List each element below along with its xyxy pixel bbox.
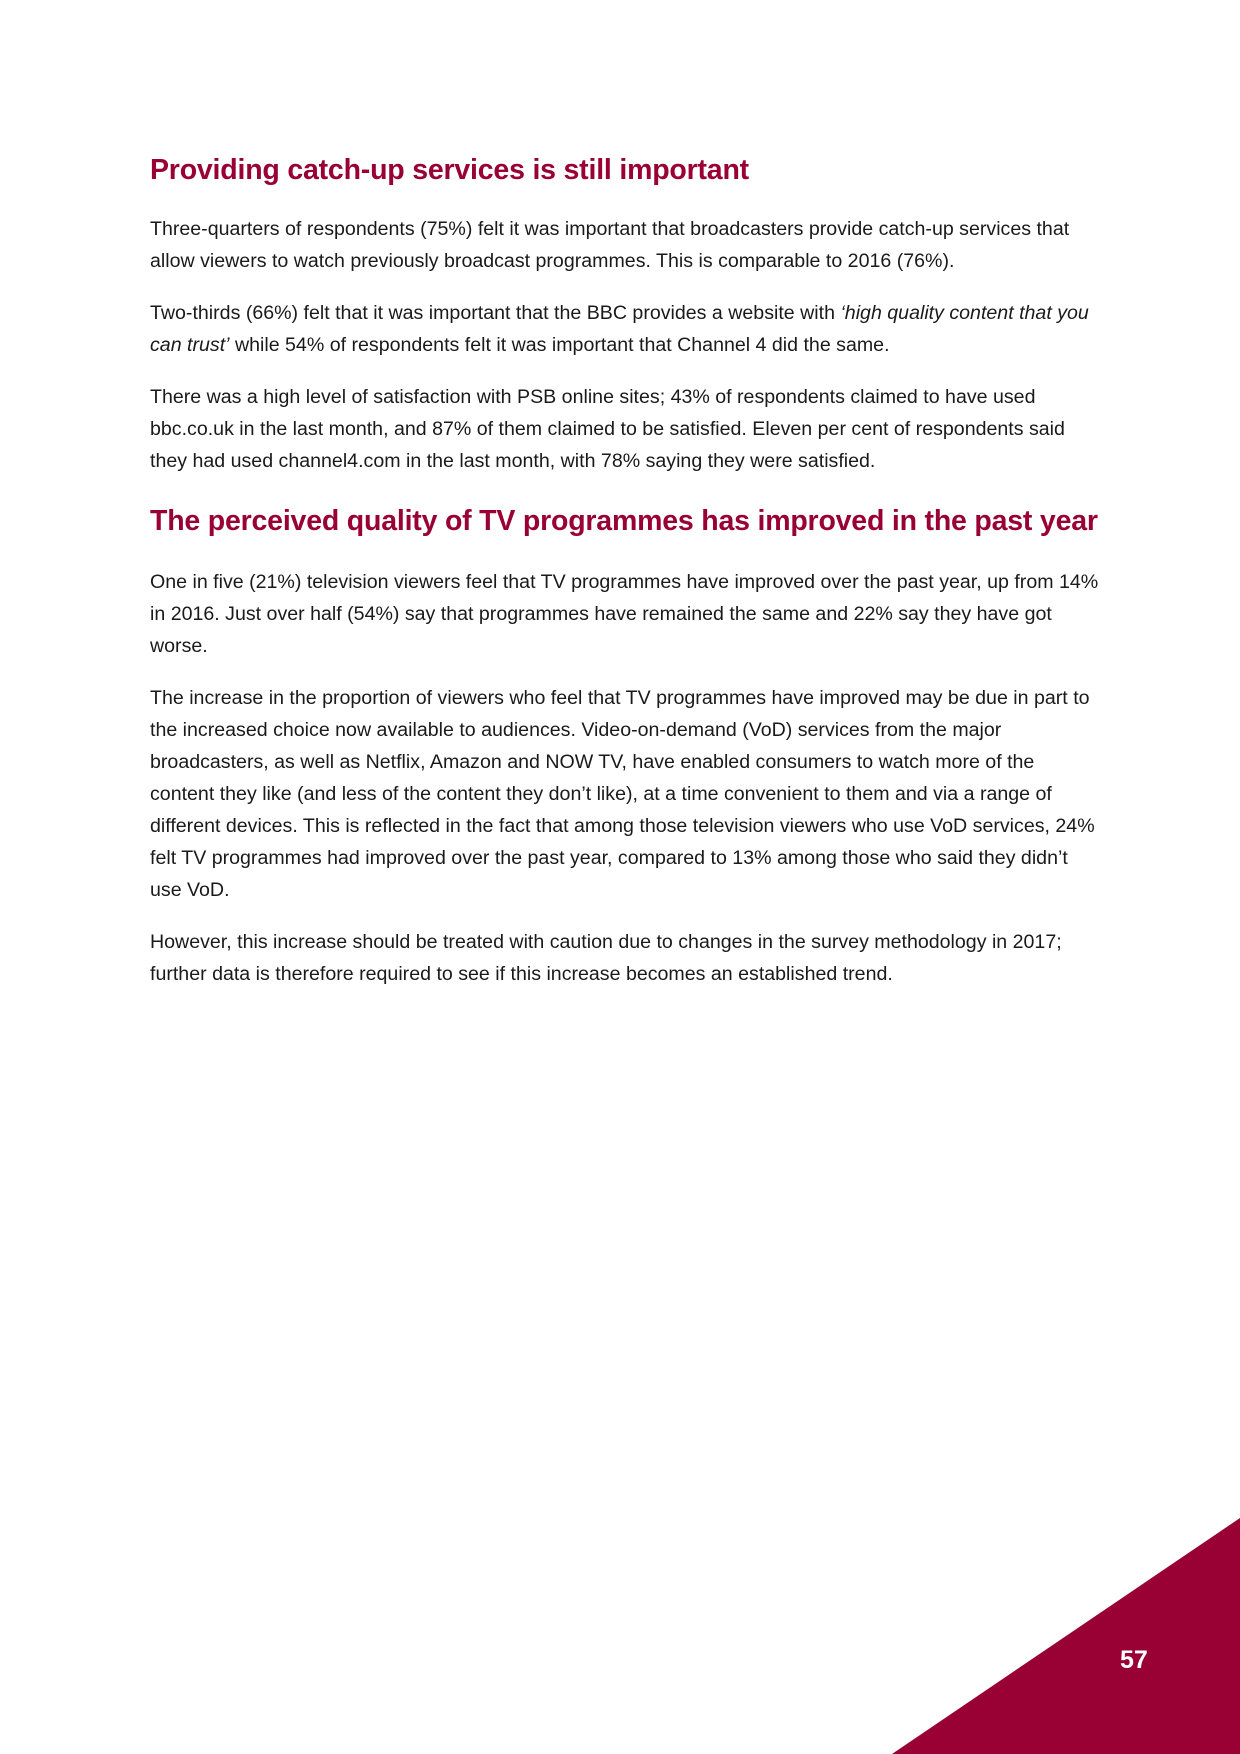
paragraph-caution: However, this increase should be treated with caution due to changes in the survey methodology in 2017; further data is therefore required to see if this increase becomes an established trend. [150, 931, 1062, 985]
corner-triangle-shape [892, 1518, 1240, 1754]
quoted-phrase: ‘high quality content that you can trust’ [150, 302, 1089, 356]
page-number: 57 [1120, 1646, 1148, 1674]
section-heading-perceived-quality: The perceived quality of TV programmes has improved in the past year [150, 505, 1098, 537]
paragraph-text: while 54% of respondents felt it was important that Channel 4 did the same. [229, 334, 890, 356]
corner-triangle-decoration [892, 1518, 1240, 1754]
paragraph-vod-choice: The increase in the proportion of viewers who feel that TV programmes have improved may be due in part to the increased choice now available to audiences. Video-on-demand (VoD) services from the major broadcasters, as well as Netflix, Amazon and NOW TV, have enabled consumers to watch more of the content they like (and less of the content they don’t like), at a time convenient to them and via a range of different devices. This is reflected in the fact that among those television viewers who use VoD services, 24% felt TV programmes had improved over the past year, compared to 13% among those who said they didn’t use VoD. [150, 687, 1095, 901]
page-content [150, 150, 1100, 1010]
paragraph-text: Two-thirds (66%) felt that it was important that the BBC provides a website with [150, 302, 841, 324]
paragraph-bbc-channel4-websites [150, 297, 1100, 361]
paragraph-catch-up-importance: Three-quarters of respondents (75%) felt it was important that broadcasters provide catch-up services that allow viewers to watch previously broadcast programmes. This is comparable to 2016 (76%). [150, 218, 1070, 272]
paragraph-online-satisfaction: There was a high level of satisfaction with PSB online sites; 43% of respondents claimed to have used bbc.co.uk in the last month, and 87% of them claimed to be satisfied. Eleven per cent of respondents said they had used channel4.com in the last month, with 78% saying they were satisfied. [150, 386, 1065, 472]
paragraph-programmes-improved: One in five (21%) television viewers feel that TV programmes have improved over the past year, up from 14% in 2016. Just over half (54%) say that programmes have remained the same and 22% say they have got worse. [150, 571, 1099, 657]
section-heading-catch-up: Providing catch-up services is still important [150, 154, 749, 186]
